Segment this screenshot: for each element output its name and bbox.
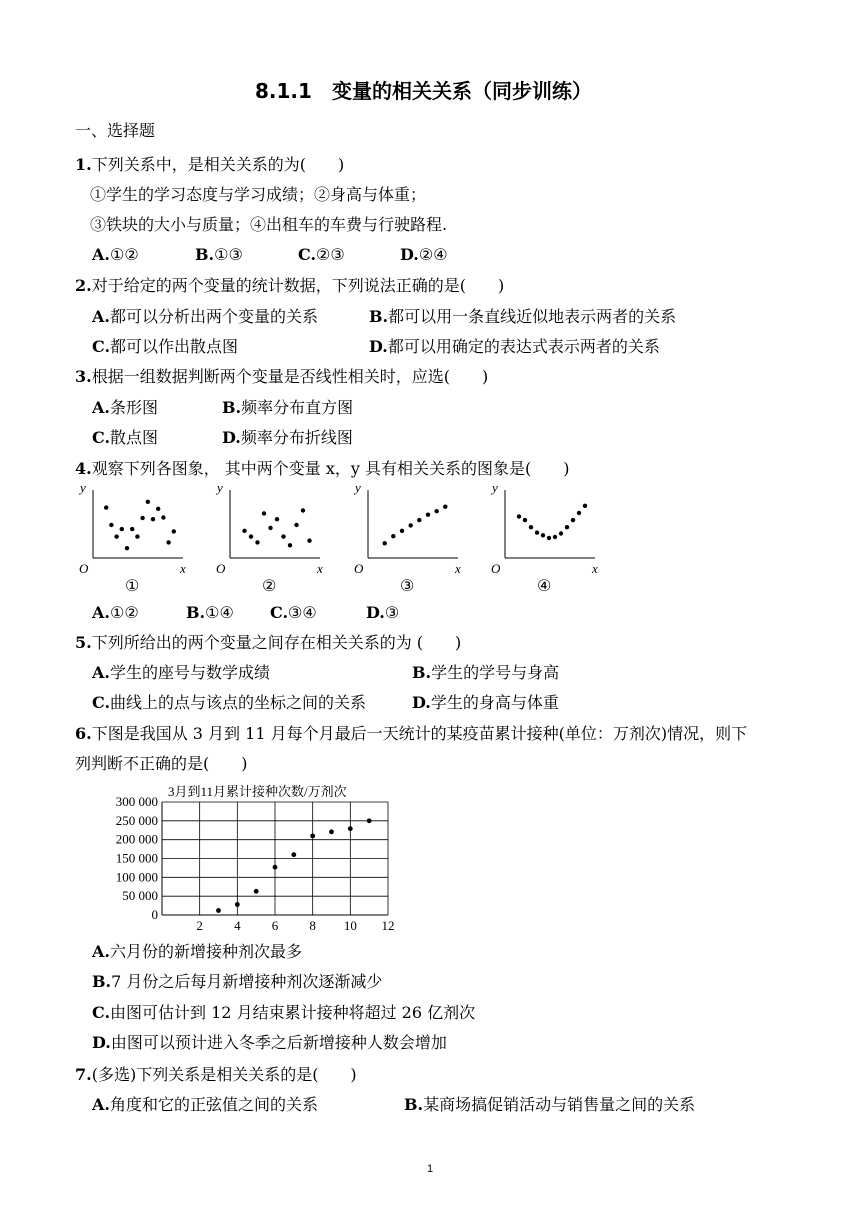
data-point	[310, 834, 315, 839]
figure-label: ①	[125, 578, 140, 595]
data-point	[273, 865, 278, 870]
origin-label: O	[79, 561, 89, 576]
data-point	[125, 546, 129, 550]
origin-label: O	[216, 561, 226, 576]
y-tick-label: 0	[151, 907, 158, 922]
data-point	[301, 508, 305, 512]
question-7-stem: 7.(多选)下列关系是相关关系的是( )	[75, 1065, 357, 1084]
x-tick-label: 6	[271, 918, 279, 933]
data-point	[409, 523, 413, 527]
question-5-option-a[interactable]: A.学生的座号与数学成绩	[92, 663, 270, 682]
data-point	[367, 818, 372, 823]
data-point	[151, 517, 155, 521]
page-title: 8.1.1 变量的相关关系（同步训练）	[255, 79, 592, 103]
question-2-option-b[interactable]: B.都可以用一条直线近似地表示两者的关系	[369, 307, 677, 326]
question-1-item-line-2: ③铁块的大小与质量；④出租车的车费与行驶路程.	[90, 215, 448, 234]
question-5-option-b[interactable]: B.学生的学号与身高	[412, 663, 560, 682]
data-point	[523, 518, 527, 522]
data-point	[294, 523, 298, 527]
question-4-figures	[0, 478, 860, 598]
question-5-option-d[interactable]: D.学生的身高与体重	[412, 693, 559, 712]
question-1-option-c[interactable]: C.②③	[298, 245, 345, 264]
data-point	[146, 500, 150, 504]
data-point	[120, 527, 124, 531]
data-point	[535, 530, 539, 534]
x-tick-label: 4	[234, 918, 241, 933]
question-3-stem: 3.根据一组数据判断两个变量是否线性相关时，应选( )	[75, 367, 489, 386]
data-point	[281, 534, 285, 538]
data-point	[383, 541, 387, 545]
y-tick-label: 200 000	[115, 831, 158, 847]
data-point	[517, 514, 521, 518]
question-3-option-b[interactable]: B.频率分布直方图	[222, 398, 354, 417]
question-6-stem-line-2: 列判断不正确的是( )	[75, 754, 248, 773]
y-axis-label: y	[355, 480, 361, 495]
data-point	[216, 908, 221, 913]
y-tick-label: 300 000	[115, 794, 158, 809]
data-point	[426, 513, 430, 517]
origin-label: O	[491, 561, 501, 576]
question-7-option-a[interactable]: A.角度和它的正弦值之间的关系	[92, 1095, 318, 1114]
question-6-option-c[interactable]: C.由图可估计到 12 月结束累计接种将超过 26 亿剂次	[92, 1003, 476, 1022]
x-axis-label: x	[180, 561, 186, 576]
data-point	[417, 518, 421, 522]
data-point	[262, 511, 266, 515]
y-axis-label: y	[217, 480, 223, 495]
data-point	[255, 540, 259, 544]
data-point	[161, 515, 165, 519]
data-point	[559, 531, 563, 535]
y-tick-label: 150 000	[115, 850, 158, 866]
data-point	[577, 511, 581, 515]
question-6-option-d[interactable]: D.由图可以预计进入冬季之后新增接种人数会增加	[92, 1033, 447, 1052]
question-7-option-b[interactable]: B.某商场搞促销活动与销售量之间的关系	[404, 1095, 696, 1114]
data-point	[571, 518, 575, 522]
x-tick-label: 8	[309, 918, 316, 933]
figure-label: ④	[537, 578, 552, 595]
figure-label: ③	[400, 578, 415, 595]
data-point	[135, 534, 139, 538]
data-point	[307, 539, 311, 543]
data-point	[109, 523, 113, 527]
data-point	[254, 889, 259, 894]
data-point	[242, 529, 246, 533]
data-point	[547, 536, 551, 540]
y-axis-label: y	[80, 480, 86, 495]
data-point	[529, 525, 533, 529]
x-tick-label: 10	[343, 918, 357, 933]
origin-label: O	[354, 561, 364, 576]
x-tick-label: 2	[196, 918, 203, 933]
data-point	[443, 505, 447, 509]
y-tick-label: 50 000	[122, 888, 158, 904]
data-point	[329, 829, 334, 834]
question-6-option-a[interactable]: A.六月份的新增接种剂次最多	[92, 942, 302, 961]
x-axis-label: x	[592, 561, 598, 576]
data-point	[235, 902, 240, 907]
question-2-option-a[interactable]: A.都可以分析出两个变量的关系	[92, 307, 318, 326]
data-point	[391, 534, 395, 538]
question-4-option-d[interactable]: D.③	[366, 603, 400, 622]
data-point	[288, 543, 292, 547]
data-point	[435, 509, 439, 513]
question-5-option-c[interactable]: C.曲线上的点与该点的坐标之间的关系	[92, 693, 367, 712]
question-1-stem: 1.下列关系中，是相关关系的为( )	[75, 155, 345, 174]
data-point	[130, 527, 134, 531]
x-tick-label: 12	[381, 918, 395, 933]
x-axis-label: x	[455, 561, 461, 576]
data-point	[166, 540, 170, 544]
question-4-option-c[interactable]: C.③④	[270, 603, 317, 622]
question-4-option-b[interactable]: B.①④	[186, 603, 234, 622]
question-3-option-c[interactable]: C.散点图	[92, 428, 159, 447]
question-1-option-b[interactable]: B.①③	[195, 245, 243, 264]
data-point	[348, 826, 353, 831]
y-tick-label: 250 000	[115, 812, 158, 828]
data-point	[553, 535, 557, 539]
question-1-item-line-1: ①学生的学习态度与学习成绩；②身高与体重；	[90, 185, 427, 204]
data-point	[140, 516, 144, 520]
x-axis-label: x	[317, 561, 323, 576]
vaccine-chart	[90, 780, 510, 935]
y-tick-label: 100 000	[115, 869, 158, 885]
data-point	[104, 505, 108, 509]
figure-label: ②	[262, 578, 277, 595]
page-number: 1	[426, 1163, 434, 1175]
data-point	[268, 526, 272, 530]
question-3-option-a[interactable]: A.条形图	[92, 398, 158, 417]
data-point	[249, 534, 253, 538]
question-6-option-b[interactable]: B.7 月份之后每月新增接种剂次逐渐减少	[92, 972, 383, 991]
question-4-option-a[interactable]: A.①②	[92, 603, 139, 622]
data-point	[291, 852, 296, 857]
question-1-option-d[interactable]: D.②④	[400, 245, 448, 264]
question-2-stem: 2.对于给定的两个变量的统计数据，下列说法正确的是( )	[75, 276, 505, 295]
question-6-stem-line-1: 6.下图是我国从 3 月到 11 月每个月最后一天统计的某疫苗累计接种(单位：万剂次)情况，则下	[75, 724, 748, 743]
y-axis-label: y	[492, 480, 498, 495]
data-point	[583, 504, 587, 508]
data-point	[156, 507, 160, 511]
question-3-option-d[interactable]: D.频率分布折线图	[222, 428, 353, 447]
data-point	[275, 517, 279, 521]
data-point	[114, 534, 118, 538]
data-point	[565, 525, 569, 529]
section-heading: 一、选择题	[75, 121, 156, 140]
question-4-stem: 4.观察下列各图象， 其中两个变量 x，y 具有相关关系的图象是( )	[75, 459, 570, 478]
question-2-option-d[interactable]: D.都可以用确定的表达式表示两者的关系	[369, 337, 660, 356]
question-1-option-a[interactable]: A.①②	[92, 245, 139, 264]
question-5-stem: 5.下列所给出的两个变量之间存在相关关系的为 ( )	[75, 633, 462, 652]
chart-title: 3月到11月累计接种次数/万剂次	[168, 784, 347, 799]
data-point	[172, 529, 176, 533]
data-point	[541, 533, 545, 537]
data-point	[400, 529, 404, 533]
question-2-option-c[interactable]: C.都可以作出散点图	[92, 337, 239, 356]
